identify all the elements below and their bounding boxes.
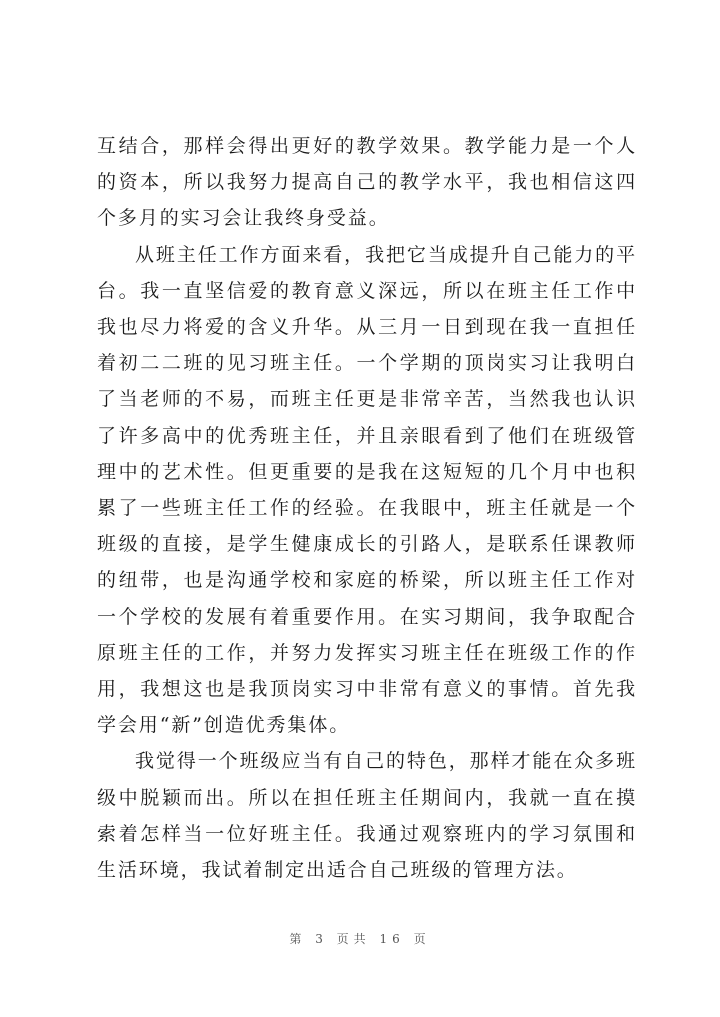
body-text xyxy=(97,128,637,888)
paragraph-2: 从班主任工作方面来看，我把它当成提升自己能力的平台。我一直坚信爱的教育意义深远，所以在班主任工作中我也尽力将爱的含义升华。从三月一日到现在我一直担任着初二二班的见习班主任。一个学期的顶岗实习让我明白了当老师的不易，而班主任更是非常辛苦，当然我也认识了许多高中的优秀班主任，并且亲眼看到了他们在班级管理中的艺术性。但更重要的是我在这短短的几个月中也积累了一些班主任工作的经验。在我眼中，班主任就是一个班级的直接，是学生健康成长的引路人，是联系任课教师的纽带，也是沟通学校和家庭的桥梁，所以班主任工作对一个学校的发展有着重要作用。在实习期间，我争取配合原班主任的工作，并努力发挥实习班主任在班级工作的作用，我想这也是我顶岗实习中非常有意义的事情。首先我学会用“新”创造优秀集体。 xyxy=(97,243,637,737)
page-number-footer: 第 3 页共 16 页 xyxy=(289,932,431,946)
paragraph-3: 我觉得一个班级应当有自己的特色，那样才能在众多班级中脱颖而出。所以在担任班主任期间内，我就一直在摸索着怎样当一位好班主任。我通过观察班内的学习氛围和生活环境，我试着制定出适合自己班级的管理方法。 xyxy=(97,750,637,882)
paragraph-1: 互结合，那样会得出更好的教学效果。教学能力是一个人的资本，所以我努力提高自己的教学水平，我也相信这四个多月的实习会让我终身受益。 xyxy=(97,135,637,230)
